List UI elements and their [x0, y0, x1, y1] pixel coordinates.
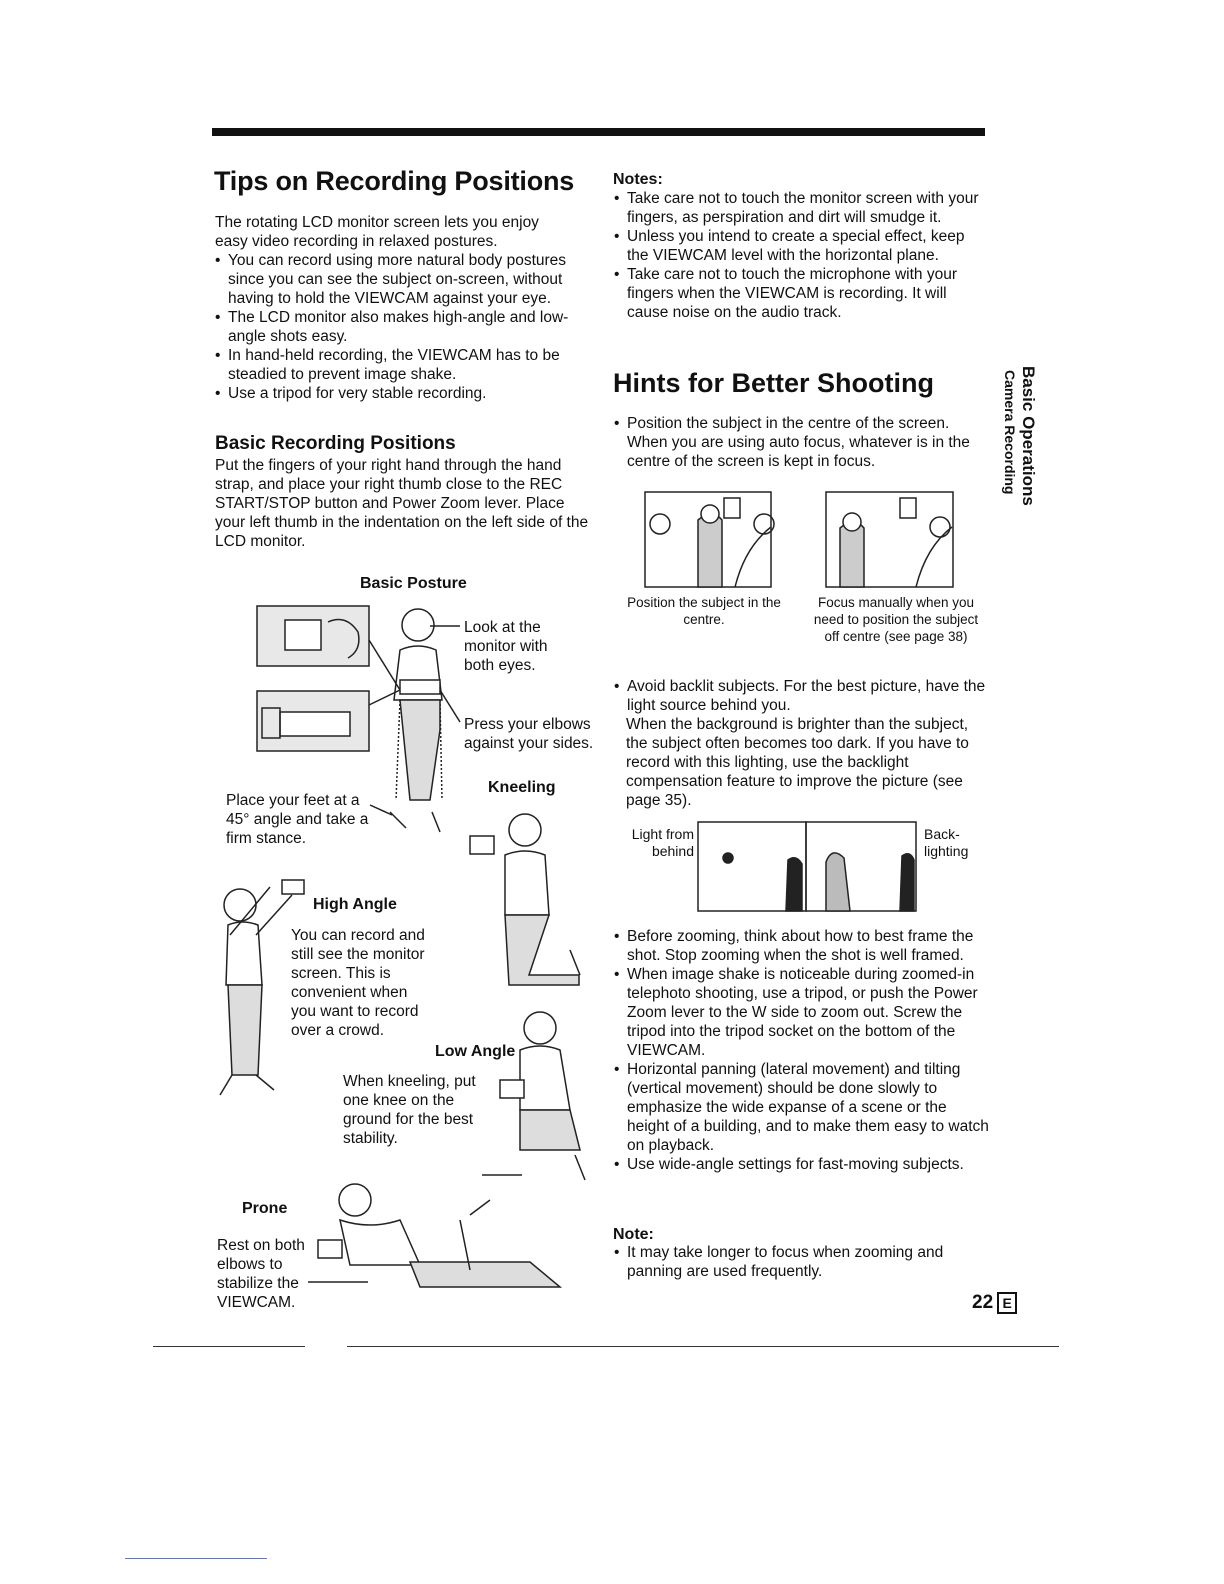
basic-positions-heading: Basic Recording Positions — [215, 433, 456, 454]
hints-heading: Hints for Better Shooting — [613, 368, 934, 398]
notes-bullet: • Take care not to touch the microphone with your fingers when the VIEWCAM is recording. It will cause noise on the audio track. — [614, 265, 986, 322]
tips-bullet: • The LCD monitor also makes high-angle and low-angle shots easy. — [215, 308, 590, 346]
tips-bullet: • Use a tripod for very stable recording. — [215, 384, 590, 403]
high-angle-label: High Angle — [313, 896, 397, 913]
intro-text: The rotating LCD monitor screen lets you enjoy easy video recording in relaxed postures. — [215, 214, 539, 250]
section-side-tab — [998, 360, 1038, 540]
zoom-tip-bullet: • Use wide-angle settings for fast-moving subjects. — [614, 1155, 989, 1174]
elbows-label: Press your elbows against your sides. — [464, 716, 594, 752]
look-label: Look at the monitor with both eyes. — [464, 619, 548, 674]
page-number-value: 22 — [972, 1292, 994, 1313]
hint-bullet: • Position the subject in the centre of the screen. When you are using auto focus, whatever is in the centre of the screen is kept in focus. — [614, 414, 974, 471]
bottom-rule-right — [347, 1346, 1059, 1347]
backlight-text: When the background is brighter than the subject, the subject often becomes too dark. If you have to record with this lighting, use the backlight compensation feature to improve the picture (see page 35). — [626, 716, 969, 809]
kneeling-label: Kneeling — [488, 779, 556, 796]
side-tab-camera-recording: Camera Recording — [1002, 370, 1018, 495]
zoom-tip-bullet: • Before zooming, think about how to best frame the shot. Stop zooming when the shot is well framed. — [614, 927, 989, 965]
light-from-behind-label: Light from behind — [631, 826, 694, 859]
framing-caption-offcentre: Focus manually when you need to position the subject off centre (see page 38) — [813, 595, 979, 644]
page-title: Tips on Recording Positions — [214, 166, 575, 196]
low-angle-label: Low Angle — [435, 1043, 516, 1060]
framing-caption-centre: Position the subject in the centre. — [627, 595, 781, 627]
basic-positions-text: Put the fingers of your right hand through the hand strap, and place your right thumb close to the REC START/STOP button and Power Zoom lever. Place your left thumb in the indentation on the left side of the LCD monitor. — [215, 457, 589, 550]
zoom-tip-bullet: • Horizontal panning (lateral movement) and tilting (vertical movement) should be done slowly to emphasize the wide expanse of a scene or the height of a building, and to make them easy to watch on playback. — [614, 1060, 989, 1155]
notes-bullet: • Unless you intend to create a special effect, keep the VIEWCAM level with the horizontal plane. — [614, 227, 986, 265]
hint-bullet: • Avoid backlit subjects. For the best picture, have the light source behind you. — [614, 677, 989, 715]
note-heading: Note: — [613, 1226, 654, 1243]
page-number — [972, 1292, 1017, 1314]
high-angle-text: You can record and still see the monitor screen. This is convenient when you want to record over a crowd. — [291, 927, 425, 1039]
zoom-tips-list — [614, 927, 989, 1174]
note-bullet: • It may take longer to focus when zooming and panning are used frequently. — [614, 1243, 974, 1281]
notes-bullet: • Take care not to touch the monitor screen with your fingers, as perspiration and dirt will smudge it. — [614, 189, 986, 227]
backlighting-label: Back-lighting — [924, 826, 969, 859]
bottom-rule-left — [153, 1346, 305, 1347]
bottom-blue-line — [125, 1558, 267, 1559]
tips-bullet: • In hand-held recording, the VIEWCAM has to be steadied to prevent image shake. — [215, 346, 590, 384]
tips-bullet: • You can record using more natural body postures since you can see the subject on-screen, without having to hold the VIEWCAM against your eye. — [215, 251, 590, 308]
zoom-tip-bullet: • When image shake is noticeable during zoomed-in telephoto shooting, use a tripod, or push the Power Zoom lever to the W side to zoom out. Screw the tripod into the tripod socket on the bottom of the VIEWCAM. — [614, 965, 989, 1060]
side-tab-basic-operations: Basic Operations — [1019, 366, 1038, 506]
note-list — [614, 1243, 974, 1281]
basic-posture-label: Basic Posture — [360, 575, 467, 592]
prone-text: Rest on both elbows to stabilize the VIEWCAM. — [217, 1237, 305, 1311]
notes-heading: Notes: — [613, 171, 663, 188]
prone-label: Prone — [242, 1200, 288, 1217]
feet-label: Place your feet at a 45° angle and take a firm stance. — [226, 792, 369, 847]
language-e-badge: E — [997, 1292, 1017, 1314]
low-angle-text: When kneeling, put one knee on the ground for the best stability. — [343, 1073, 476, 1147]
